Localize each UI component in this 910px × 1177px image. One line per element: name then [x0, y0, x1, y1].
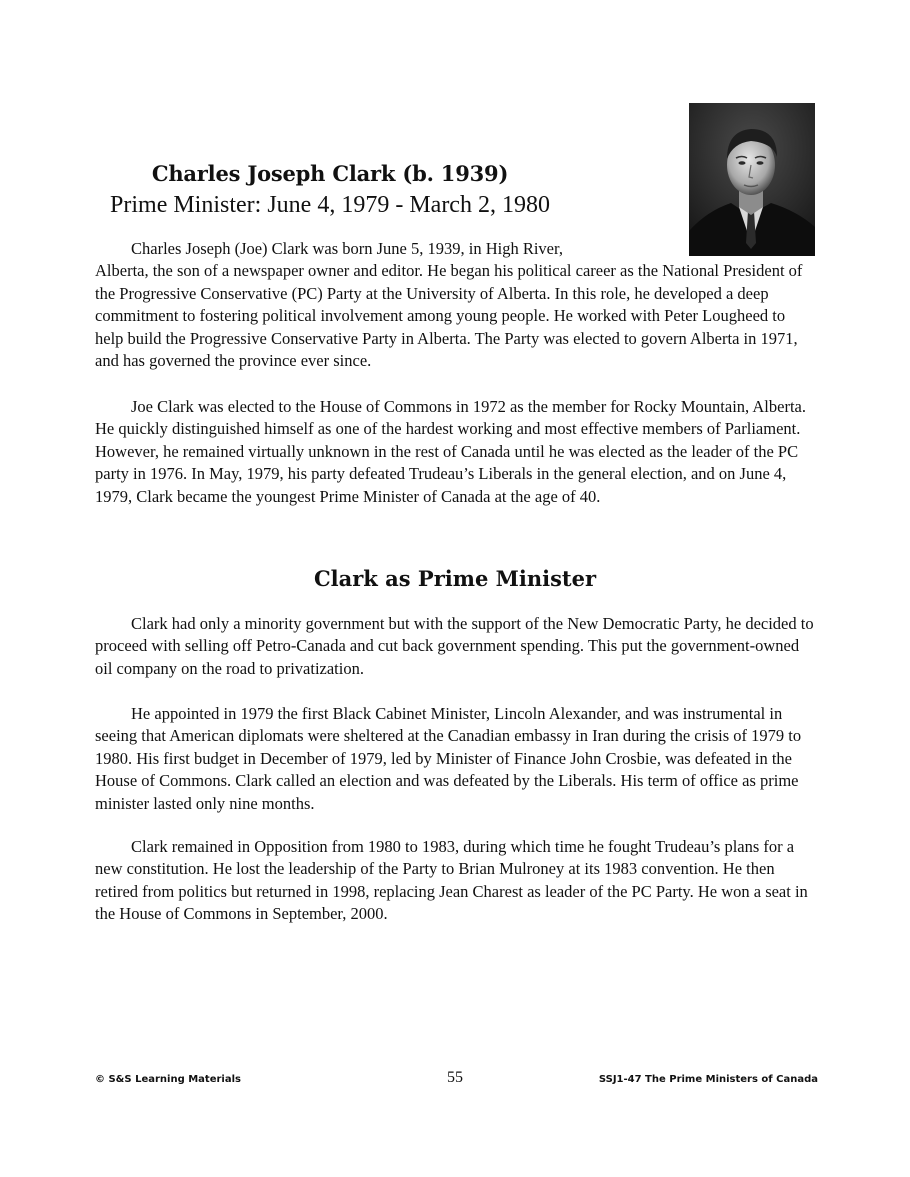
paragraph-cabinet-budget: He appointed in 1979 the first Black Cabinet Minister, Lincoln Alexander, and was instrumental in seeing that American diplomats were sheltered at the Canadian embassy in Iran during the crisis of 1979 to 1980. His first budget in December of 1979, led by Minister of Finance John Crosbie, was defeated in the House of Commons. Clark called an election and was defeated by the Liberals. His term of office as prime minister lasted only nine months.	[95, 704, 802, 813]
page-subtitle: Prime Minister: June 4, 1979 - March 2, 1980	[110, 192, 550, 218]
intro-rest: Alberta, the son of a newspaper owner and editor. He began his political career as the National President of the Progressive Conservative (PC) Party at the University of Alberta. In this role, he developed a deep commitment to fostering political involvement among young people. He worked with Peter Lougheed to help build the Progressive Conservative Party in Alberta. The Party was elected to govern Alberta in 1971, and has governed the province ever since.	[95, 261, 803, 371]
section-heading: Clark as Prime Minister	[313, 566, 597, 591]
portrait-photo	[689, 103, 815, 256]
footer-series: SSJ1-47 The Prime Ministers of Canada	[598, 1074, 818, 1085]
intro-first-line: Charles Joseph (Joe) Clark was born June 5, 1939, in High River,	[131, 239, 563, 258]
paragraph-minority-government: Clark had only a minority government but with the support of the New Democratic Party, he decided to proceed with selling off Petro-Canada and cut back government spending. This put the government-owned oil company on the road to privatization.	[95, 614, 814, 678]
paragraph-early-career: Joe Clark was elected to the House of Commons in 1972 as the member for Rocky Mountain, Alberta. He quickly distinguished himself as one of the hardest working and most effective members of Parliament. However, he remained virtually unknown in the rest of Canada until he was elected as the leader of the PC party in 1976. In May, 1979, his party defeated Trudeau’s Liberals in the general election, and on June 4, 1979, Clark became the youngest Prime Minister of Canada at the age of 40.	[95, 397, 806, 506]
paragraph-opposition: Clark remained in Opposition from 1980 to 1983, during which time he fought Trudeau’s plans for a new constitution. He lost the leadership of the Party to Brian Mulroney at its 1983 convention. He then retired from politics but returned in 1998, replacing Jean Charest as leader of the PC Party. He won a seat in the House of Commons in September, 2000.	[95, 837, 808, 924]
page-number: 55	[447, 1069, 463, 1086]
page-title: Charles Joseph Clark (b. 1939)	[151, 161, 509, 186]
footer-publisher: © S&S Learning Materials	[95, 1074, 241, 1085]
intro-paragraph	[95, 238, 815, 372]
